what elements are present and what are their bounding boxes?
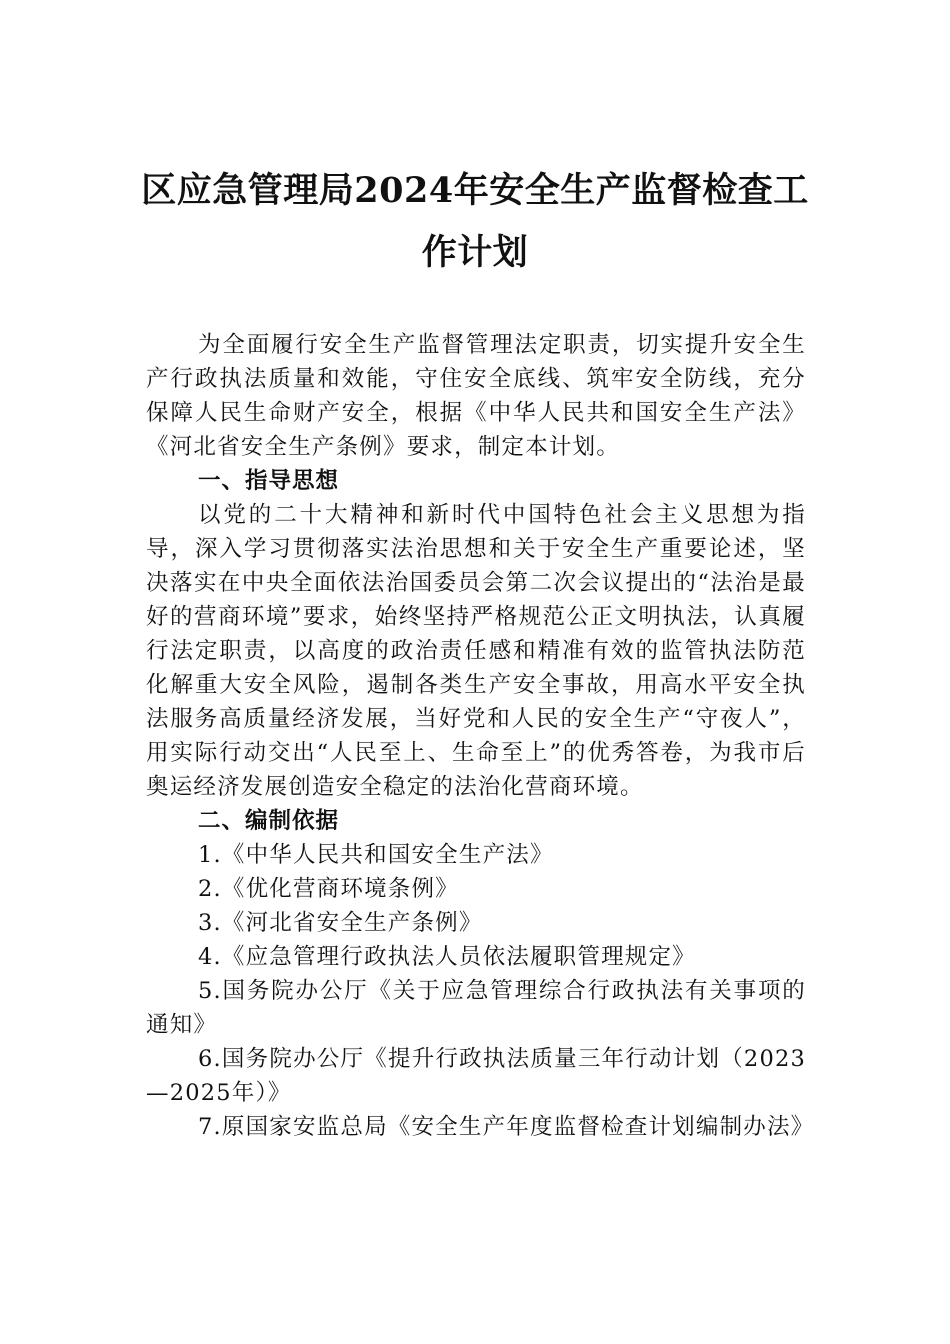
document-body (146, 328, 815, 1144)
basis-list-item: 6.国务院办公厅《提升行政执法质量三年行动计划（2023—2025年）》 (146, 1046, 806, 1106)
section-heading-basis: 二、编制依据 (198, 808, 340, 834)
basis-list-item: 3.《河北省安全生产条例》 (198, 910, 483, 936)
document-title (120, 160, 830, 284)
basis-list-item: 2.《优化营商环境条例》 (198, 876, 459, 902)
intro-paragraph: 为全面履行安全生产监督管理法定职责，切实提升安全生产行政执法质量和效能，守住安全底线、筑牢安全防线，充分保障人民生命财产安全，根据《中华人民共和国安全生产法》《河北省安全生产条例》要求，制定本计划。 (146, 332, 806, 460)
basis-list-item: 7.原国家安监总局《安全生产年度监督检查计划编制办法》 (198, 1114, 815, 1140)
basis-list-item: 4.《应急管理行政执法人员依法履职管理规定》 (198, 944, 696, 970)
title-line-1: 区应急管理局2024年安全生产监督检查工 (141, 170, 809, 211)
basis-list-item: 5.国务院办公厅《关于应急管理综合行政执法有关事项的通知》 (146, 978, 806, 1038)
section-heading-guiding-ideology: 一、指导思想 (198, 468, 340, 494)
title-line-2: 作计划 (421, 232, 529, 273)
basis-list-item: 1.《中华人民共和国安全生产法》 (198, 842, 554, 868)
guiding-ideology-paragraph: 以党的二十大精神和新时代中国特色社会主义思想为指导，深入学习贯彻落实法治思想和关于安全生产重要论述，坚决落实在中央全面依法治国委员会第二次会议提出的“法治是最好的营商环境”要求，始终坚持严格规范公正文明执法，认真履行法定职责，以高度的政治责任感和精准有效的监管执法防范化解重大安全风险，遏制各类生产安全事故，用高水平安全执法服务高质量经济发展，当好党和人民的安全生产“守夜人”，用实际行动交出“人民至上、生命至上”的优秀答卷，为我市后奥运经济发展创造安全稳定的法治化营商环境。 (146, 502, 806, 800)
